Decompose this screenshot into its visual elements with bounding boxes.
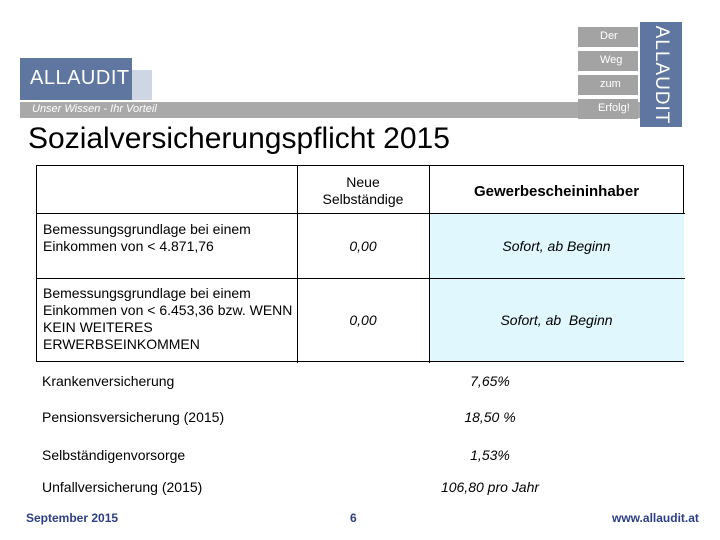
- comparison-table: [36, 165, 684, 362]
- header-gewerbescheininhaber: Gewerbescheininhaber: [473, 183, 640, 200]
- rate-value-kranken: 7,65%: [470, 373, 510, 389]
- row1-label: Bemessungsgrundlage bei einem Einkommen von < 4.871,76: [43, 221, 251, 254]
- rate-label-kranken: Krankenversicherung: [42, 373, 175, 389]
- stack-box-der: [578, 27, 638, 47]
- stack-label: Der: [600, 30, 618, 42]
- vertical-logo-text: ALLAUDIT: [651, 25, 672, 124]
- rate-value-vorsorge: 1,53%: [470, 447, 510, 463]
- stack-label: Erfolg!: [598, 102, 630, 114]
- stack-label: zum: [600, 78, 621, 90]
- tagline-text: Unser Wissen - Ihr Vorteil: [32, 103, 157, 115]
- allaudit-logo: [20, 58, 132, 100]
- highlight-cells: [429, 213, 684, 361]
- row2-label: Bemessungsgrundlage bei einem Einkommen von < 6.453,36 bzw. WENN KEIN WEITERES ERWERBSEINKOMMEN: [43, 285, 293, 352]
- logo-shadow: [132, 70, 152, 100]
- rate-value-pension: 18,50 %: [464, 409, 516, 425]
- rate-label-pension: Pensionsversicherung (2015): [42, 409, 225, 425]
- stack-box-erfolg: [578, 99, 638, 119]
- stack-box-weg: [578, 51, 638, 71]
- table-rule: [37, 278, 685, 279]
- rate-label-unfall: Unfallversicherung (2015): [42, 479, 203, 495]
- row1-gewerbe: Sofort, ab Beginn: [502, 238, 611, 254]
- rate-value-unfall: 106,80 pro Jahr: [440, 479, 540, 495]
- table-rule: [37, 213, 685, 214]
- footer-page-number: 6: [350, 511, 357, 525]
- row1-neue: 0,00: [349, 238, 377, 254]
- rate-label-vorsorge: Selbständigenvorsorge: [42, 447, 186, 463]
- footer-url[interactable]: www.allaudit.at: [612, 511, 699, 525]
- stack-box-zum: [578, 75, 638, 95]
- table-rule: [297, 166, 298, 363]
- footer-date: September 2015: [26, 511, 119, 525]
- stack-label: Weg: [600, 54, 623, 66]
- page-title: Sozialversicherungspflicht 2015: [28, 122, 450, 155]
- row2-gewerbe: Sofort, ab Beginn: [500, 312, 613, 328]
- vertical-logo: [640, 22, 682, 127]
- logo-text: ALLAUDIT: [30, 67, 130, 89]
- row2-neue: 0,00: [349, 312, 377, 328]
- header-neue-selbstaendige: Neue Selbständige: [322, 174, 404, 207]
